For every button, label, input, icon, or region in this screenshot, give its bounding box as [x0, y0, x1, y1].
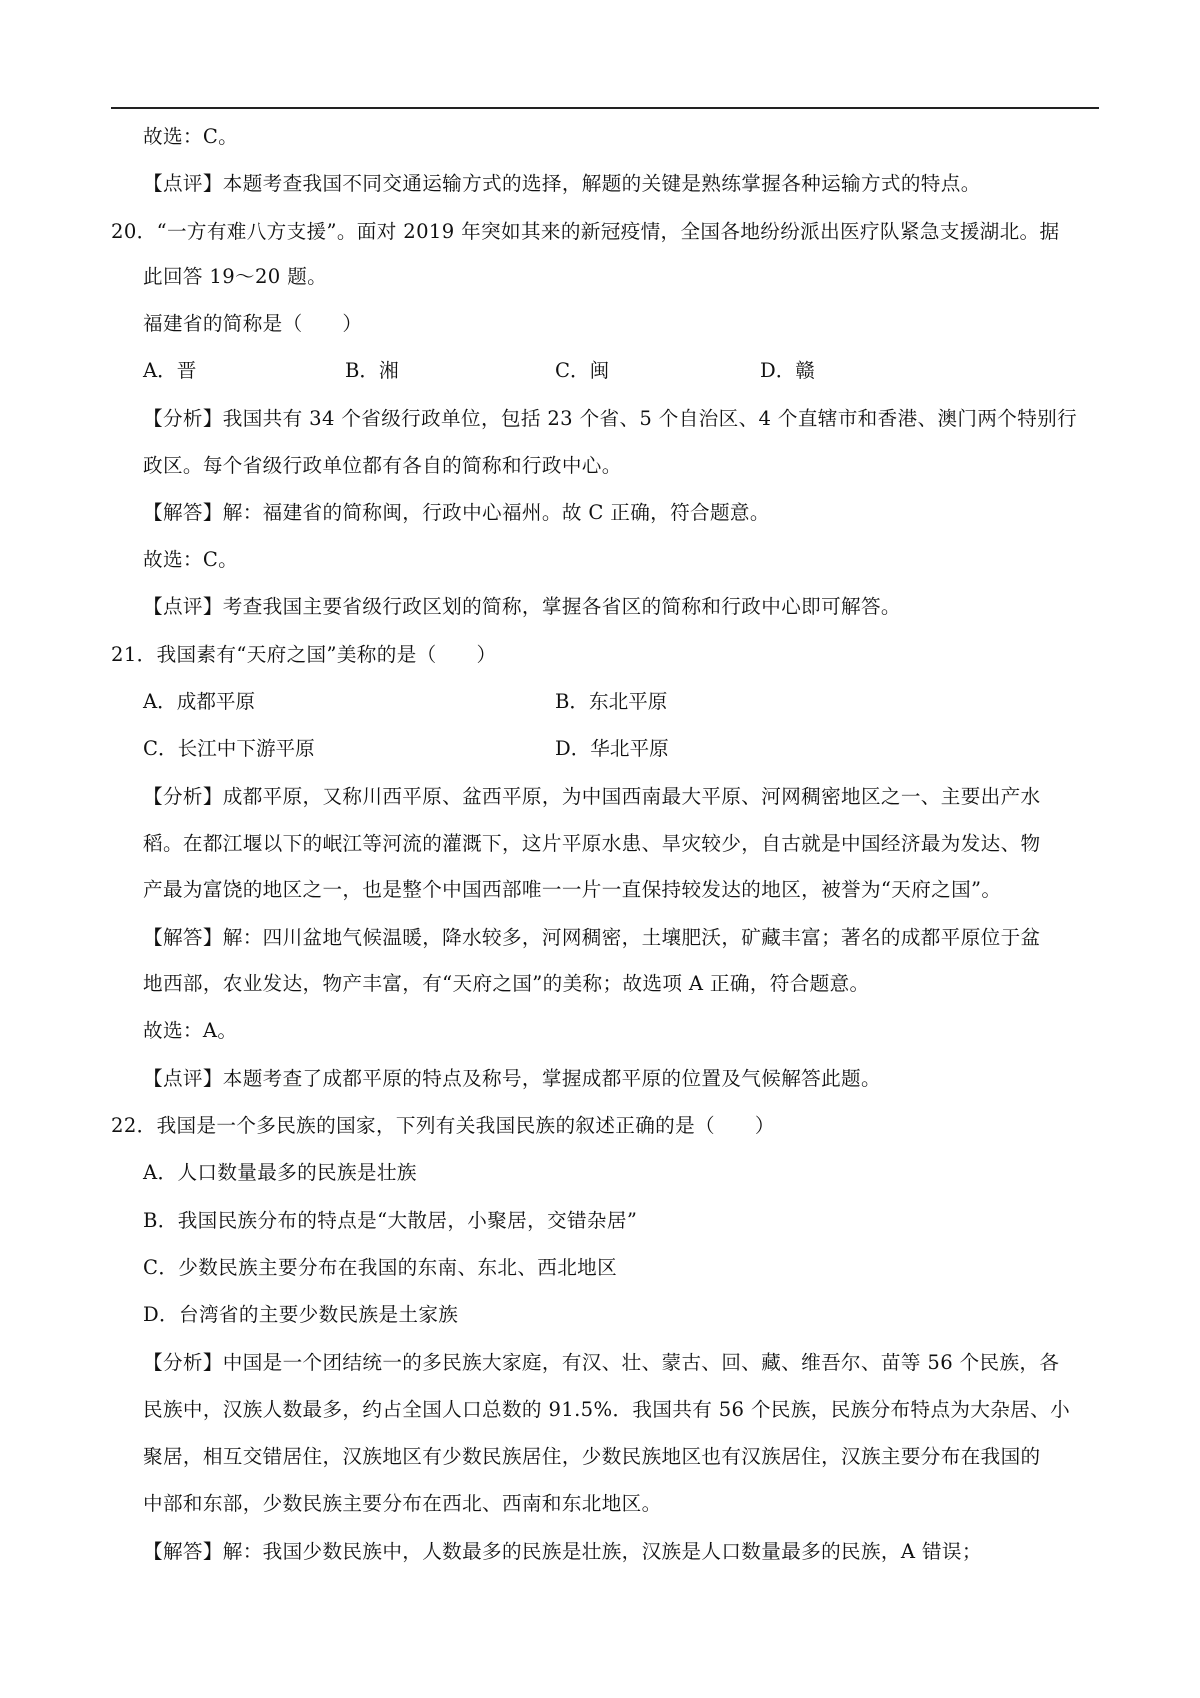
- q21-analysis-line2: 稻。在都江堰以下的岷江等河流的灌溉下，这片平原水患、旱灾较少，自古就是中国经济最为发达、物: [143, 832, 1041, 855]
- q21-option-a: A．成都平原: [143, 690, 256, 713]
- q20-answer: 故选：C。: [143, 548, 239, 571]
- q20-option-b: B．湘: [345, 359, 399, 382]
- q22-option-b: B．我国民族分布的特点是“大散居，小聚居，交错杂居”: [143, 1209, 638, 1232]
- q22-option-a: A．人口数量最多的民族是壮族: [143, 1161, 417, 1184]
- q21-solution-line2: 地西部，农业发达，物产丰富，有“天府之国”的美称；故选项 A 正确，符合题意。: [143, 972, 870, 995]
- q21-comment: 【点评】本题考查了成都平原的特点及称号，掌握成都平原的位置及气候解答此题。: [143, 1067, 881, 1090]
- q22-solution-line1: 【解答】解：我国少数民族中，人数最多的民族是壮族，汉族是人口数量最多的民族，A 错误；: [143, 1540, 982, 1563]
- q20-question: 福建省的简称是（ ）: [143, 312, 363, 335]
- q21-analysis-line3: 产最为富饶的地区之一，也是整个中国西部唯一一片一直保持较发达的地区，被誉为“天府之国”。: [143, 878, 1002, 901]
- q21-option-c: C．长江中下游平原: [143, 737, 315, 760]
- q22-analysis-line3: 聚居，相互交错居住，汉族地区有少数民族居住，少数民族地区也有汉族居住，汉族主要分布在我国的: [143, 1445, 1041, 1468]
- q21-option-d: D．华北平原: [555, 737, 669, 760]
- q20-comment: 【点评】考查我国主要省级行政区划的简称，掌握各省区的简称和行政中心即可解答。: [143, 595, 901, 618]
- q20-stem-line1: 20．“一方有难八方支援”。面对 2019 年突如其来的新冠疫情，全国各地纷纷派出医疗队紧急支援湖北。据: [111, 220, 1060, 243]
- prev-answer: 故选：C。: [143, 125, 239, 148]
- q21-answer: 故选：A。: [143, 1019, 238, 1042]
- q20-option-a: A．晋: [143, 359, 197, 382]
- q22-stem: 22．我国是一个多民族的国家，下列有关我国民族的叙述正确的是（ ）: [111, 1114, 775, 1137]
- q21-stem: 21．我国素有“天府之国”美称的是（ ）: [111, 643, 497, 666]
- q20-option-c: C．闽: [555, 359, 610, 382]
- q21-analysis-line1: 【分析】成都平原，又称川西平原、盆西平原，为中国西南最大平原、河网稠密地区之一、主要出产水: [143, 785, 1041, 808]
- q20-solution: 【解答】解：福建省的简称闽，行政中心福州。故 C 正确，符合题意。: [143, 501, 770, 524]
- q22-analysis-line4: 中部和东部，少数民族主要分布在西北、西南和东北地区。: [143, 1492, 662, 1515]
- q20-stem-line2: 此回答 19～20 题。: [143, 265, 328, 288]
- q21-solution-line1: 【解答】解：四川盆地气候温暖，降水较多，河网稠密，土壤肥沃，矿藏丰富；著名的成都平原位于盆: [143, 926, 1041, 949]
- q20-option-d: D．赣: [760, 359, 815, 382]
- q22-option-d: D．台湾省的主要少数民族是土家族: [143, 1303, 459, 1326]
- header-rule: [111, 107, 1099, 109]
- q22-option-c: C．少数民族主要分布在我国的东南、东北、西北地区: [143, 1256, 618, 1279]
- q21-option-b: B．东北平原: [555, 690, 668, 713]
- prev-comment: 【点评】本题考查我国不同交通运输方式的选择，解题的关键是熟练掌握各种运输方式的特点。: [143, 172, 981, 195]
- q20-analysis-line1: 【分析】我国共有 34 个省级行政单位，包括 23 个省、5 个自治区、4 个直辖市和香港、澳门两个特别行: [143, 407, 1078, 430]
- q22-analysis-line2: 民族中，汉族人数最多，约占全国人口总数的 91.5%．我国共有 56 个民族，民族分布特点为大杂居、小: [143, 1398, 1071, 1421]
- q22-analysis-line1: 【分析】中国是一个团结统一的多民族大家庭，有汉、壮、蒙古、回、藏、维吾尔、苗等 56 个民族，各: [143, 1351, 1060, 1374]
- q20-analysis-line2: 政区。每个省级行政单位都有各自的简称和行政中心。: [143, 454, 622, 477]
